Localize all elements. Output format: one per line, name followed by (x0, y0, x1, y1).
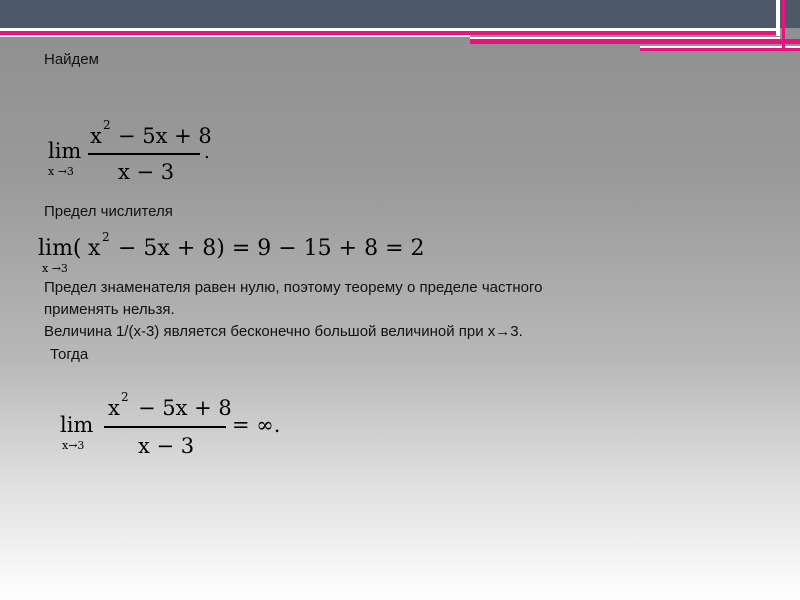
lim-subscript: x →3 (48, 165, 74, 178)
numerator-base: x (108, 396, 120, 420)
lim-operator: lim (48, 139, 82, 163)
numerator-rest: − 5x + 8 (118, 124, 212, 148)
expression-base: x (88, 236, 101, 261)
fraction-bar (104, 426, 226, 428)
lim-subscript: x →3 (42, 262, 68, 275)
denominator: x − 3 (138, 434, 195, 458)
then-label: Тогда (50, 346, 89, 363)
decor-stripe (470, 39, 800, 44)
decor-stripe (640, 48, 800, 51)
paragraph-line: Предел знаменателя равен нулю, поэтому теорему о пределе частного (44, 279, 543, 296)
paragraph-line: Величина 1/(x-3) является бесконечно большой величиной при x→3. (44, 323, 523, 340)
numerator-base: x (90, 124, 102, 148)
expression-exponent: 2 (102, 230, 110, 244)
decor-stripe (0, 35, 470, 37)
numerator-exponent: 2 (103, 118, 111, 132)
numerator-rest: − 5x + 8 (138, 396, 232, 420)
expression-rest: − 5x + 8) = 9 − 15 + 8 = 2 (118, 236, 425, 261)
lim-subscript: x→3 (62, 439, 85, 452)
denominator: x − 3 (118, 160, 175, 184)
numerator-exponent: 2 (121, 390, 129, 404)
decor-vertical-bar (782, 0, 785, 50)
numerator-limit-label: Предел числителя (44, 203, 173, 220)
lim-operator: lim (60, 413, 94, 437)
decor-vertical-bar (776, 0, 780, 36)
slide-top-bar (0, 0, 800, 28)
fraction-bar (88, 153, 200, 155)
heading-text: Найдем (44, 51, 99, 68)
equals-infinity: = ∞. (232, 413, 281, 437)
lim-operator: lim( (38, 236, 82, 261)
trailing-punct: . (204, 142, 210, 163)
paragraph-line: применять нельзя. (44, 301, 175, 318)
